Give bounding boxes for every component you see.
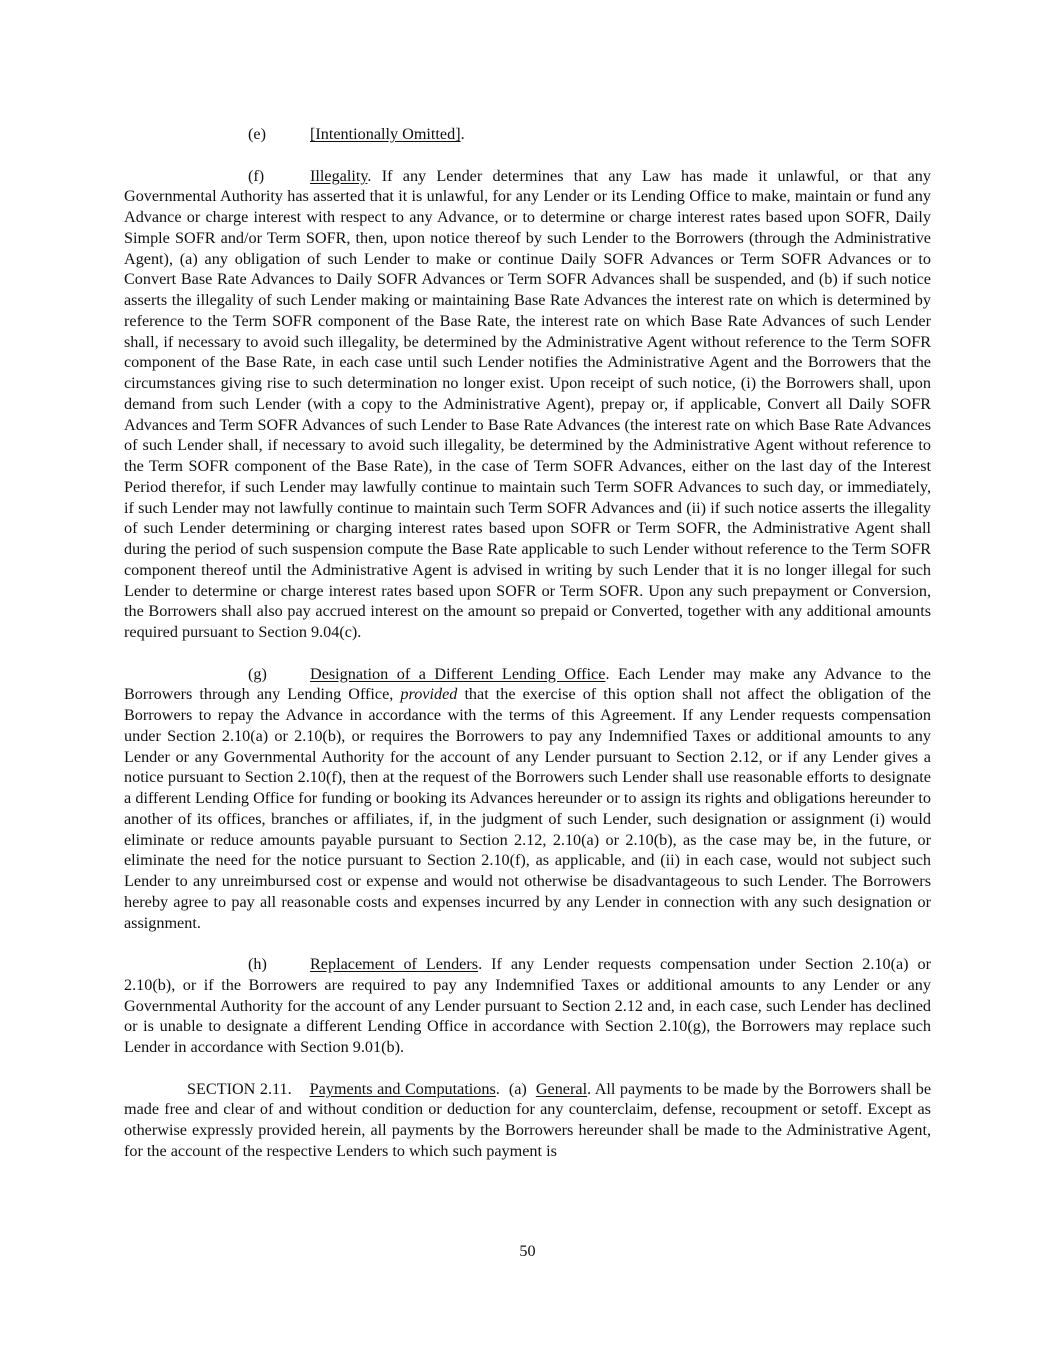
section-title: Payments and Computations	[309, 1079, 496, 1098]
paragraph-e	[124, 124, 931, 145]
document-page	[124, 124, 931, 1182]
paragraph-g	[124, 664, 931, 934]
paragraph-body-continued: that the exercise of this option shall not affect the obligation of the Borrowers to repay the Advance in accordance with the terms of this Agreement. If any Lender requests compensation under Section 2.10(a) or 2.10(b), or requires the Borrowers to pay any Indemnified Taxes or additional amounts to any Lender or any Governmental Authority for the account of any Lender pursuant to Section 2.12, or if any Lender gives a notice pursuant to Section 2.10(f), then at the request of the Borrowers such Lender shall use reasonable efforts to designate a different Lending Office for funding or booking its Advances hereunder or to assign its rights and obligations hereunder to another of its offices, branches or affiliates, if, in the judgment of such Lender, such designation or assignment (i) would eliminate or reduce amounts payable pursuant to Section 2.12, 2.10(a) or 2.10(b), as the case may be, in the future, or eliminate the need for the notice pursuant to Section 2.10(f), as applicable, and (ii) in each case, would not subject such Lender to any unreimbursed cost or expense and would not otherwise be disadvantageous to such Lender. The Borrowers hereby agree to pay all reasonable costs and expenses incurred by any Lender in connection with any such designation or assignment.	[124, 685, 931, 932]
page-number: 50	[519, 1242, 536, 1260]
subsection-marker: (a)	[508, 1079, 527, 1098]
subsection-heading: General	[535, 1079, 588, 1098]
paragraph-h	[124, 954, 931, 1058]
paragraph-body: . If any Lender requests compensation under Section 2.10(a) or 2.10(b), or if the Borrowers are required to pay any Indemnified Taxes or additional amounts to any Lender or any Governmental Authority for the account of any Lender pursuant to Section 2.12 and, in each case, such Lender has declined or is unable to designate a different Lending Office in accordance with Section 2.10(g), the Borrowers may replace such Lender in accordance with Section 9.01(b).	[124, 955, 931, 1056]
paragraph-body: .	[460, 125, 465, 143]
paragraph-body: . Each Lender may make any Advance to the Borrowers through any Lending Office,	[124, 664, 931, 704]
paragraph-marker: (f)	[248, 166, 265, 185]
paragraph-body: . If any Lender determines that any Law has made it unlawful, or that any Governmental Authority has asserted that it is unlawful, for any Lender or its Lending Office to make, maintain or fund any Advance or charge interest with respect to any Advance, or to determine or charge interest rates based upon SOFR, Daily Simple SOFR and/or Term SOFR, then, upon notice thereof by such Lender to the Borrowers (through the Administrative Agent), (a) any obligation of such Lender to make or continue Daily SOFR Advances or Term SOFR Advances or to Convert Base Rate Advances to Daily SOFR Advances or Term SOFR Advances shall be suspended, and (b) if such notice asserts the illegality of such Lender making or maintaining Base Rate Advances the interest rate on which is determined by reference to the Term SOFR component of the Base Rate, the interest rate on which Base Rate Advances of such Lender shall, if necessary to avoid such illegality, be determined by the Administrative Agent without reference to the Term SOFR component of the Base Rate, in each case until such Lender notifies the Administrative Agent and the Borrowers that the circumstances giving rise to such determination no longer exist. Upon receipt of such notice, (i) the Borrowers shall, upon demand from such Lender (with a copy to the Administrative Agent), prepay or, if applicable, Convert all Daily SOFR Advances and Term SOFR Advances of such Lender to Base Rate Advances (the interest rate on which Base Rate Advances of such Lender shall, if necessary to avoid such illegality, be determined by the Administrative Agent without reference to the Term SOFR component of the Base Rate), in the case of Term SOFR Advances, either on the last day of the Interest Period therefor, if such Lender may lawfully continue to maintain such Term SOFR Advances to such day, or immediately, if such Lender may not lawfully continue to maintain such Term SOFR Advances and (ii) if such notice asserts the illegality of such Lender determining or charging interest rates based upon SOFR or Term SOFR, the Administrative Agent shall during the period of such suspension compute the Base Rate applicable to such Lender without reference to the Term SOFR component thereof until the Administrative Agent is advised in writing by such Lender that it is no longer illegal for such Lender to determine or charge interest rates based upon SOFR or Term SOFR. Upon any such prepayment or Conversion, the Borrowers shall also pay accrued interest on the amount so prepaid or Converted, together with any additional amounts required pursuant to Section 9.04(c).	[124, 166, 931, 641]
paragraph-marker: (g)	[248, 664, 267, 683]
paragraph-heading: [Intentionally Omitted]	[310, 125, 461, 143]
paragraph-marker: (e)	[248, 125, 266, 143]
paragraph-f	[124, 166, 931, 643]
paragraph-heading: Replacement of Lenders	[310, 955, 479, 973]
section-number: SECTION 2.11.	[187, 1079, 292, 1098]
section-body: . All payments to be made by the Borrowers shall be made free and clear of and without condition or deduction for any counterclaim, defense, recoupment or setoff. Except as otherwise expressly provided herein, all payments by the Borrowers hereunder shall be made to the Administrative Agent, for the account of the respective Lenders to which such payment is	[124, 1079, 932, 1160]
paragraph-emphasis: provided	[400, 685, 458, 704]
section-2-11: SECTION 2.11. Payments and Computations. (a) General. All payments to be made by the Borrowers shall be made free and clear of and without condition or deduction for any counterclaim, defense, recoupment or setoff. Except as otherwise expressly provided herein, all payments by the Borrowers hereunder shall be made to the Administrative Agent, for the account of the respective Lenders to which such payment is	[124, 1079, 932, 1160]
paragraph-heading: Designation of a Different Lending Office	[310, 664, 606, 683]
paragraph-heading: Illegality	[310, 166, 368, 185]
paragraph-marker: (h)	[248, 955, 267, 973]
